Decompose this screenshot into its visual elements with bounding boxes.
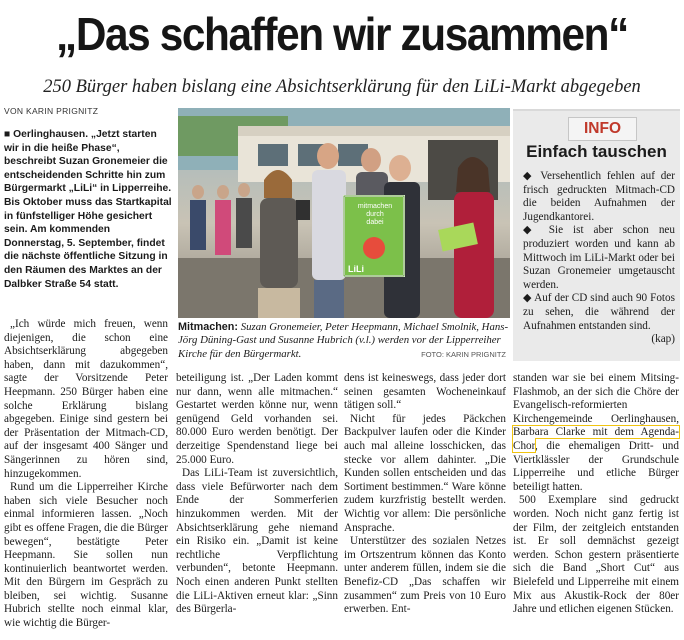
cd-box-line3: dabei	[366, 219, 384, 226]
lead-marker: ■	[4, 129, 11, 140]
paragraph: dens ist keineswegs, dass jeder dort seinen gesamten Wocheneinkauf tätigen soll.“	[344, 372, 506, 412]
caption-label: Mitmachen:	[178, 321, 238, 333]
col4-text-after: , die ehemaligen Dritt- und Viertklässler der Grundschule Lipperreihe und etliche Bürger beteiligt hatten.	[513, 439, 679, 493]
info-tag: INFO	[568, 117, 637, 141]
column-3	[344, 372, 506, 617]
info-title: Einfach tauschen	[526, 142, 667, 161]
paragraph: Das LiLi-Team ist zuversichtlich, dass viele Befürworter nach dem Ende der Sommerferien hinzukommen werden. Mit der Absichtserklärung gehe niemand ein Risiko ein. „Damit ist keine rechtliche Verpflichtung verbunden“, betonte Heepmann. Noch einen anderen Punkt stellten die LiLi-Aktiven erneut klar: „Sinn des Bürgerla-	[176, 467, 338, 616]
caption-text: Suzan Gronemeier, Peter Heepmann, Michael Smolnik, Hans-Jörg Düning-Gast und Susanne Hubrich (v.l.) werden vor der Lipperreiher Kirche für den Bürgermarkt.	[178, 321, 509, 360]
headline: „Das schaffen wir zusammen“	[56, 8, 628, 60]
paragraph: beteiligung ist. „Der Laden kommt nur dann, wenn alle mitmachen.“ Gestartet werden könne nur, wenn genügend Geld vorhanden sei. 80.000 Euro werden benötigt. Der derzeitige Spendenstand liege bei 25.000 Euro.	[176, 372, 338, 466]
info-signature: (kap)	[651, 333, 675, 346]
cd-box-line2: durch	[366, 211, 384, 218]
paragraph: „Ich würde mich freuen, wenn diejenigen, die schon eine Absichtserklärung abgegeben haben, dann mit dazukommen“, sagte der Vorsitzende Peter Heepmann. 250 Bürger haben eine solche Erklärung bislang abgegeben. Einige sind gestern bei der Präsentation der Mitmach-CD, auf der insgesamt 400 Sänger und Sängerinnen zu hören sind, hinzugekommen.	[4, 318, 168, 480]
subheadline: 250 Bürger haben bislang eine Absichtserklärung für den LiLi-Markt abgegeben	[43, 77, 641, 97]
lead-text: Oerlinghausen. „Jetzt starten wir in die heiße Phase“, beschreibt Suzan Gronemeier die entscheidenden Schritte hin zum Bürgermarkt „LiLi“ in Lipperreihe. Bis Oktober muss das Startkapital in fünfstelliger Höhe gesichert sein. Am kommenden Donnerstag, 5. September, findet die nächste öffentliche Sitzung in den Räumen des Marktes an der Dalbker Straße 54 statt.	[4, 129, 172, 290]
paragraph: Rund um die Lipperreiher Kirche haben sich viele Besucher noch einmal informieren lassen. „Noch gibt es offene Fragen, die die Bürger bewegen“, bestätigte Peter Heepmann. Sie sollen nun kontinuierlich beantwortet werden. Mit den Bürgern im Gespräch zu bleiben, sei wichtig. Susanne Hubrich stellte noch einmal klar, wie wichtig die Bürger-	[4, 481, 168, 630]
cd-box-brand: LiLi	[348, 264, 364, 274]
info-item: ◆ Sie ist aber schon neu produziert worden und kann ab Mittwoch im LiLi-Markt oder bei Suzan Gronemeier umgetauscht werden.	[523, 224, 675, 291]
info-item: ◆ Versehentlich fehlen auf der frisch gedruckten Mitmach-CD die beiden Aufnahmen der Jugendkantorei.	[523, 170, 675, 223]
cd-box-line1: mitmachen	[357, 203, 393, 210]
col4-text-before: standen war sie bei einem Mitsing-Flashmob, an der sich die Chöre der Evangelisch-reformierten Kirchengemeinde Oerlinghausen,	[513, 372, 679, 425]
column-2	[176, 372, 338, 617]
info-item: ◆ Auf der CD sind auch 90 Fotos zu sehen, die während der Aufnahmen entstanden sind.	[523, 292, 675, 332]
photo-caption	[178, 321, 510, 361]
column-4	[513, 372, 679, 617]
article-photo	[178, 108, 510, 318]
highlighted-text[interactable]: Barbara Clarke mit dem Agenda-Chor	[513, 426, 679, 452]
paragraph: Nicht für jedes Päckchen Backpulver laufen oder die Kinder auch mal alleine losschicken, das stecke vor allem dahinter. „Die Kunden sollen entscheiden und das Sortiment bestimmen.“ Ware könne zudem kurzfristig bestellt werden. Wichtig vor allem: Die persönliche Ansprache.	[344, 412, 506, 534]
byline: VON KARIN PRIGNITZ	[4, 106, 99, 116]
cd-box-label	[348, 203, 402, 227]
paragraph: Unterstützer des sozialen Netzes im Ortszentrum können das Konto unter anderem füllen, indem sie die Benefiz-CD „Das schaffen wir zusammen“ zum Preis von 10 Euro erwerben. Ent-	[344, 535, 506, 616]
photo-illustration	[178, 108, 510, 318]
column-1	[4, 318, 168, 631]
lead-paragraph	[4, 128, 172, 291]
paragraph	[513, 372, 679, 494]
photo-credit: FOTO: KARIN PRIGNITZ	[421, 349, 506, 359]
info-body	[523, 170, 675, 347]
paragraph: 500 Exemplare sind gedruckt worden. Noch nicht ganz fertig ist der Film, der zeitgleich entstanden ist. Er soll demnächst gezeigt werden. Schon gestern präsentierte sich die Band „Short Cut“ aus Bielefeld und Lipperreihe mit einem Mix aus Akustik-Rock der 80er Jahre und etlichen eigenen Stücken.	[513, 494, 679, 616]
